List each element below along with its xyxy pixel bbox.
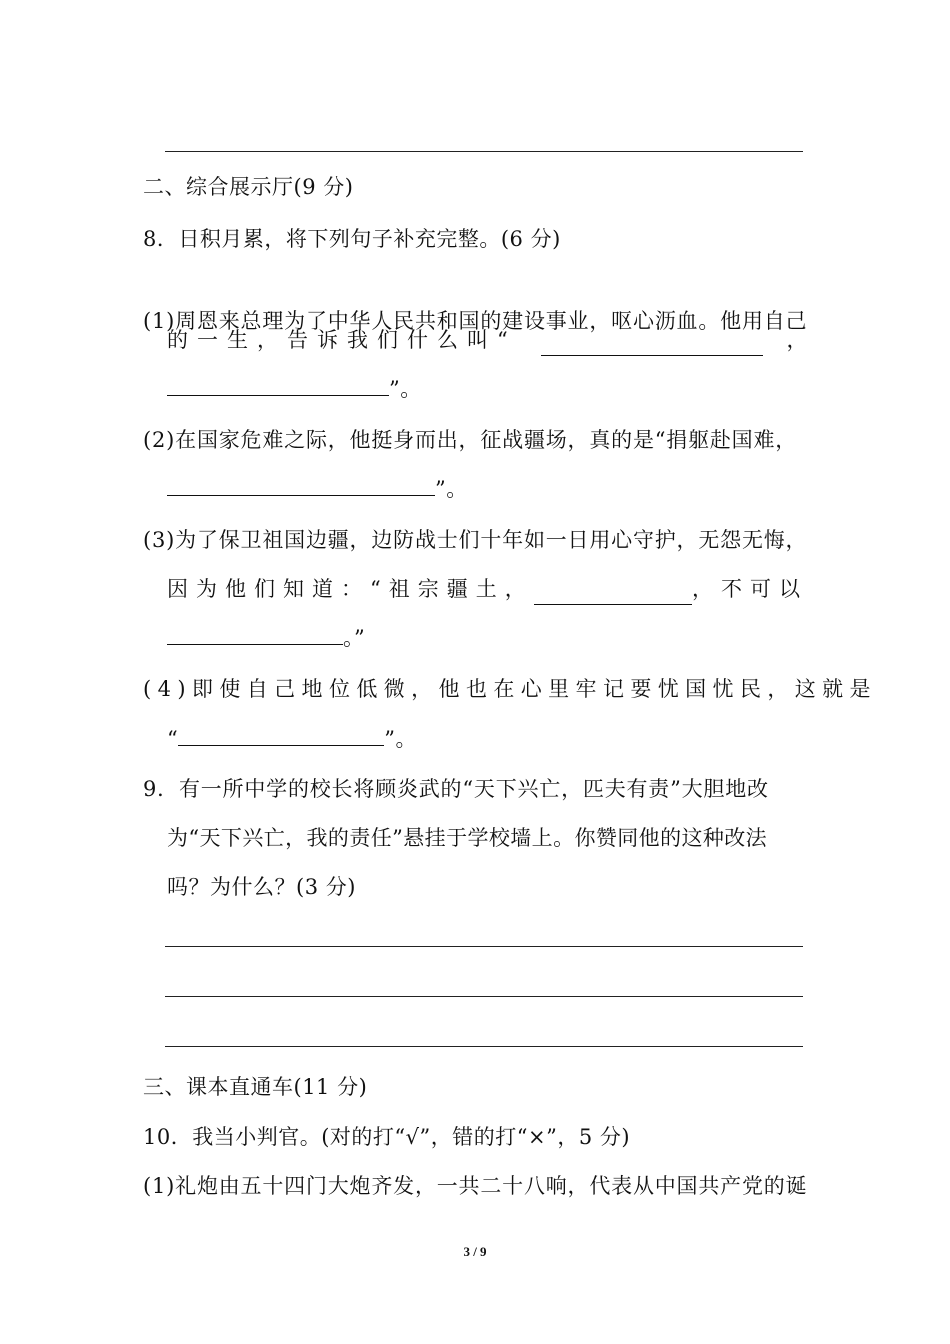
question-9-line2: 为“天下兴亡，我的责任”悬挂于学校墙上。你赞同他的这种改法 [167,826,768,850]
q8-part1-text: 的一生，告诉我们什么叫“ [167,328,517,352]
answer-line[interactable] [165,1046,803,1047]
question-9-line3: 吗？为什么？(3 分) [167,875,356,899]
q10-part1-line1: (1)礼炮由五十四门大炮齐发，一共二十八响，代表从中国共产党的诞 [143,1174,808,1198]
fill-blank[interactable] [178,723,384,746]
section-heading: 二、综合展示厅(9 分) [143,175,354,199]
q8-part1-line1: (1)周恩来总理为了中华人民共和国的建设事业，呕心沥血。他用自己 [143,309,808,333]
q8-part3-mid: ，不可以 [692,577,808,601]
answer-line [165,151,803,152]
q8-part3-line2 [167,573,808,605]
fill-blank[interactable] [167,373,389,396]
q8-part3-line3 [167,622,365,654]
q8-part1-line2 [167,324,808,356]
q8-part2-line1: (2)在国家危难之际，他挺身而出，征战疆场，真的是“捐躯赴国难， [143,428,798,452]
q8-part3-end: 。” [343,626,366,650]
q8-part3-line1: (3)为了保卫祖国边疆，边防战士们十年如一日用心守护，无怨无悔， [143,528,808,552]
q8-part2-end: ”。 [435,477,468,501]
section-heading: 三、课本直通车(11 分) [143,1075,368,1099]
question-10-stem: 10．我当小判官。(对的打“√”，错的打“×”，5 分) [143,1125,631,1149]
fill-blank[interactable] [541,333,763,356]
q8-part2-line2 [167,473,468,505]
page-number: 3 / 9 [463,1244,487,1259]
question-8-stem: 8．日积月累，将下列句子补充完整。(6 分) [143,227,561,251]
q8-part4-open-quote: “ [167,727,179,751]
q8-part4-line2 [167,723,417,755]
answer-line[interactable] [165,996,803,997]
fill-blank[interactable] [167,622,343,645]
q8-part1-comma: ， [786,328,808,352]
answer-line[interactable] [165,946,803,947]
q8-part4-line1: (4)即使自己地位低微，他也在心里牢记要忧国忧民，这就是 [143,677,877,701]
q8-part1-line3 [167,373,422,405]
fill-blank[interactable] [534,582,692,605]
fill-blank[interactable] [167,473,435,496]
q8-part3-text: 因为他们知道：“祖宗疆土， [167,577,534,601]
q8-part1-end: ”。 [389,377,422,401]
question-9-line1: 9．有一所中学的校长将顾炎武的“天下兴亡，匹夫有责”大胆地改 [143,777,769,801]
q8-part4-end: ”。 [384,727,417,751]
